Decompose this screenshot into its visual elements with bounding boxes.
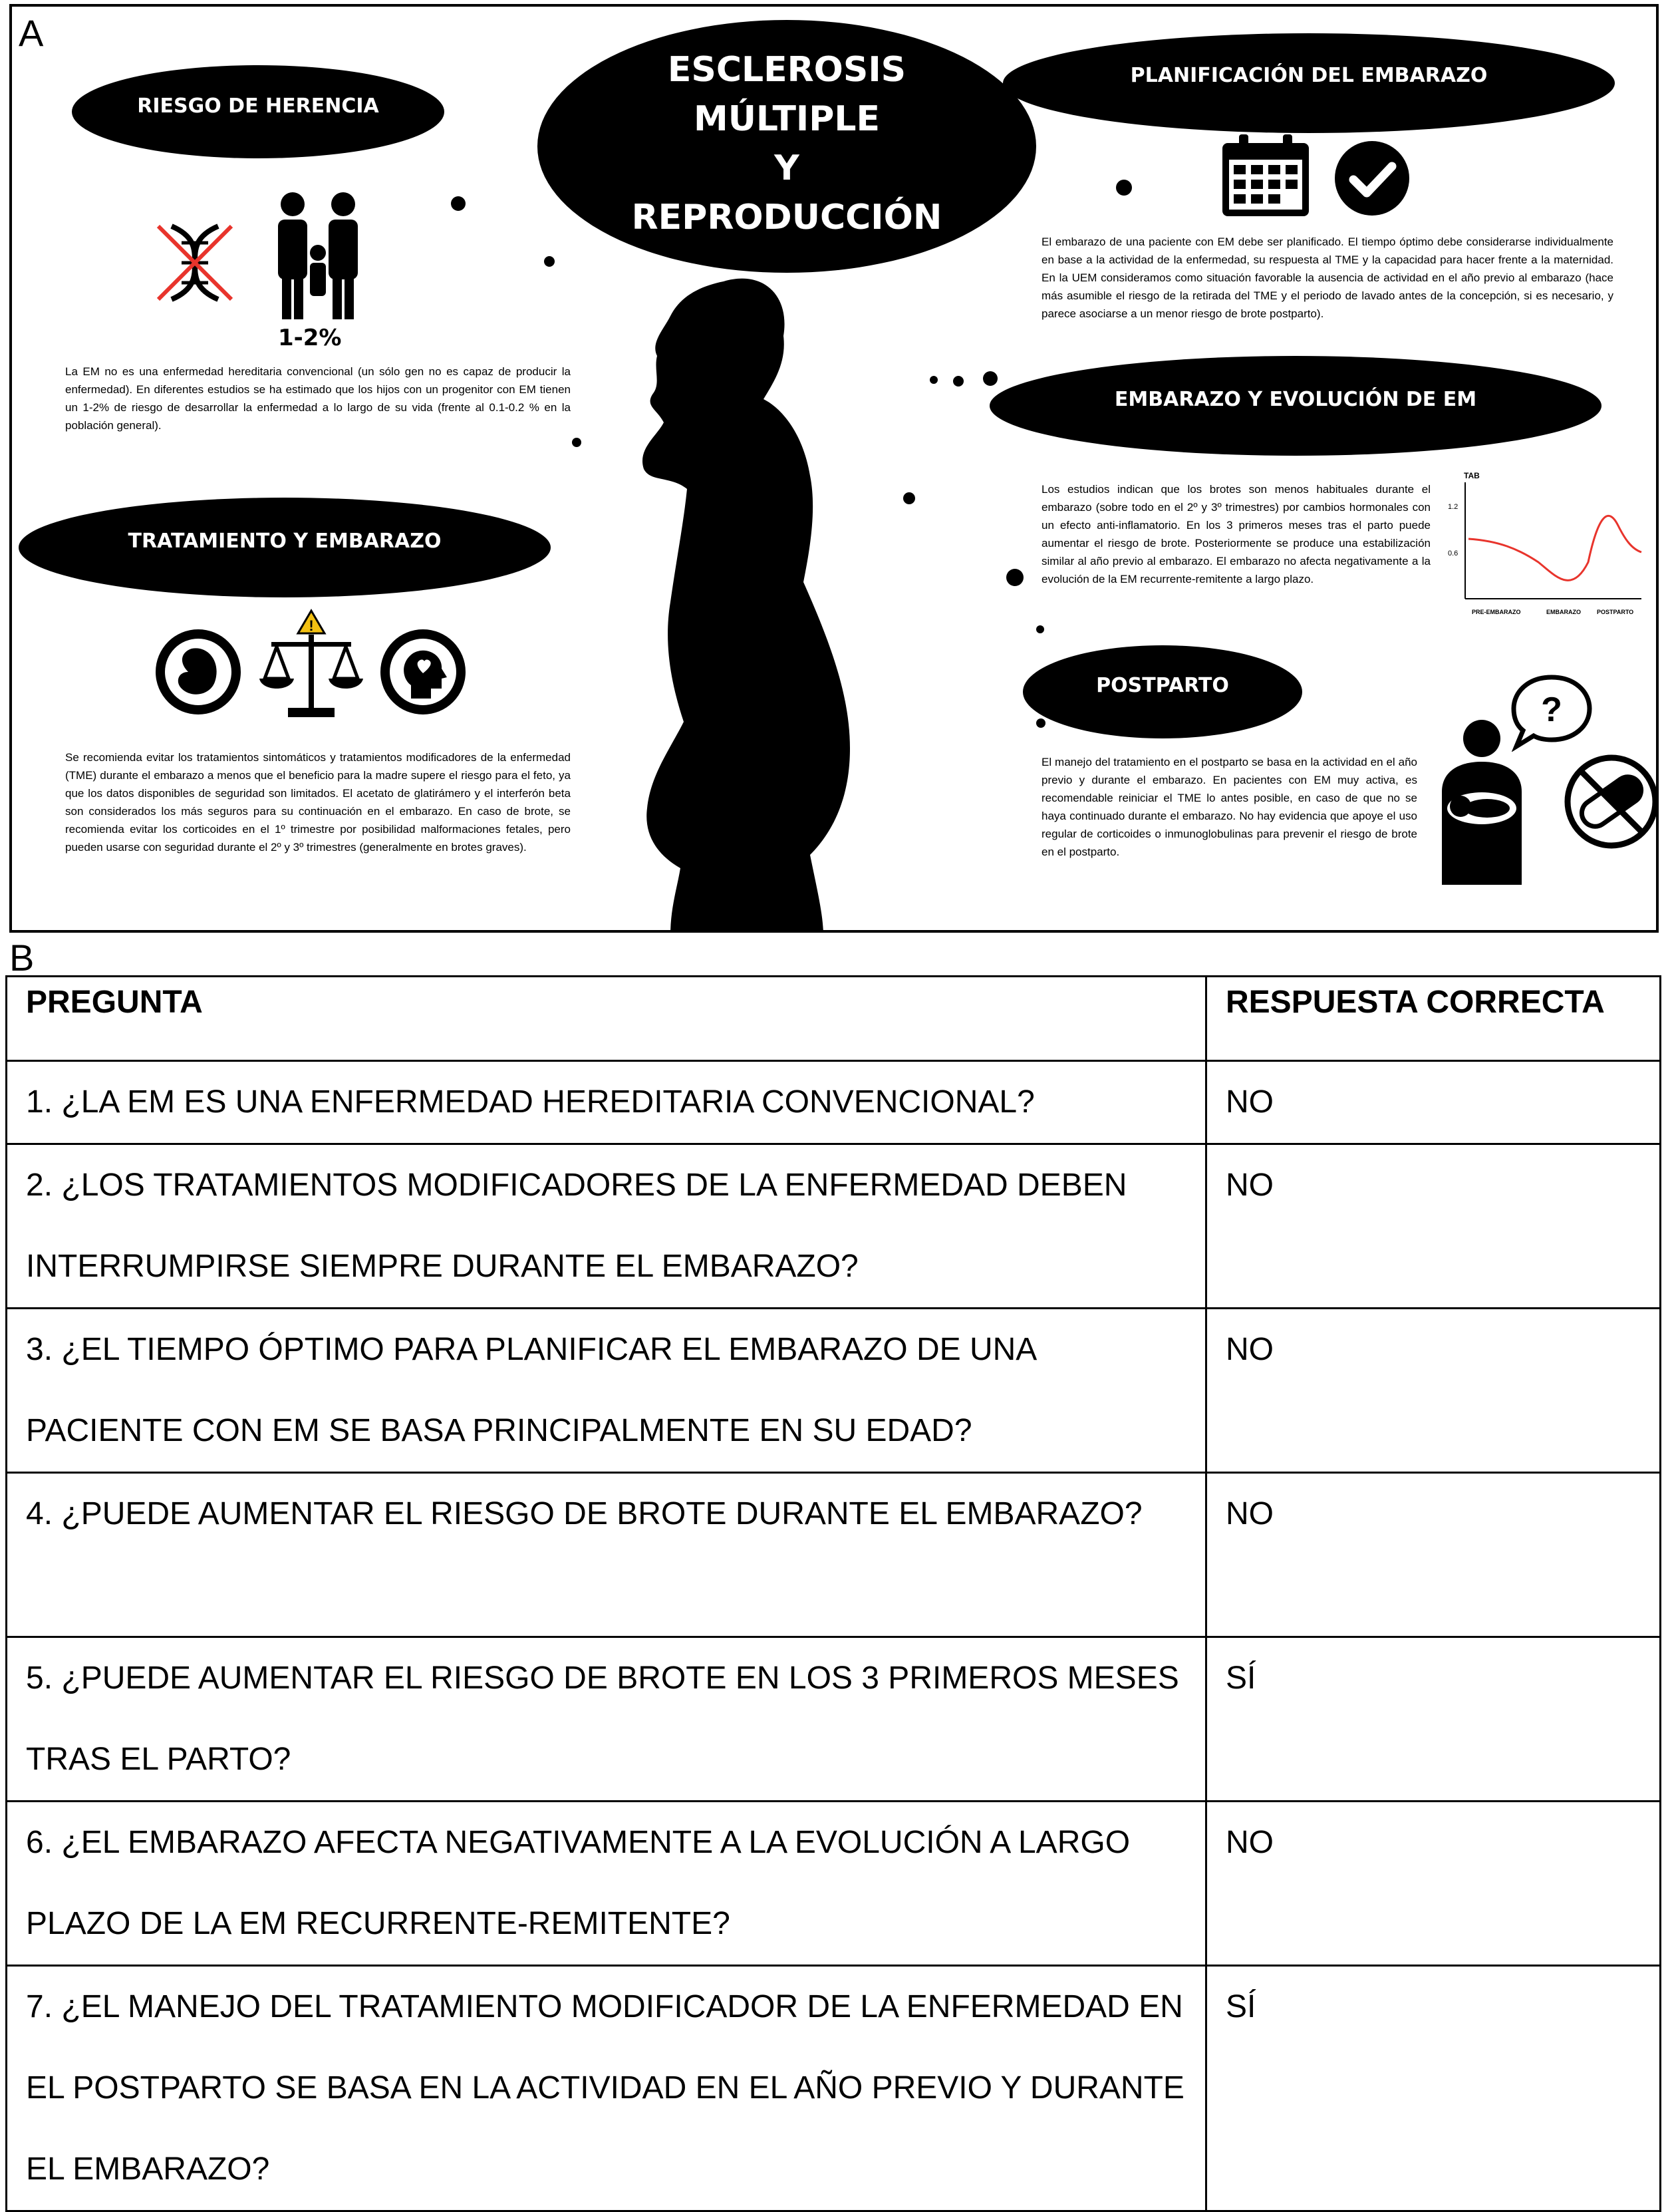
postparto-text: El manejo del tratamiento en el postparto se basa en la actividad en el año previo y durante el embarazo. En pacientes con EM muy activa, es recomendable reiniciar el TME lo antes posible, en caso de que no se haya continuado durante el embarazo. No hay evidencia que apoye el uso regular de corticoides o inmunoglobulinas para prevenir el riesgo de brote en el postparto. bbox=[1042, 756, 1417, 858]
chart-ytick: 0.6 bbox=[1448, 550, 1459, 557]
chart-xtick: EMBARAZO bbox=[1546, 609, 1581, 615]
decor-dot bbox=[544, 256, 555, 267]
relapse-rate-chart bbox=[1439, 469, 1645, 622]
question-cell: 6. ¿EL EMBARAZO AFECTA NEGATIVAMENTE A LA EVOLUCIÓN A LARGO PLAZO DE LA EM RECURRENTE-REMITENTE? bbox=[7, 1802, 1206, 1966]
herencia-heading: RIESGO DE HERENCIA bbox=[137, 94, 379, 118]
chart-xtick: POSTPARTO bbox=[1597, 609, 1634, 615]
decor-dot bbox=[1116, 180, 1132, 196]
answer-cell: SÍ bbox=[1206, 1637, 1661, 1802]
table-row bbox=[7, 1144, 1661, 1309]
answer-cell: NO bbox=[1206, 1473, 1661, 1637]
decor-dot bbox=[953, 376, 964, 387]
main-title: ESCLEROSIS MÚLTIPLE Y REPRODUCCIÓN bbox=[631, 50, 942, 237]
balance-scale-icon bbox=[251, 605, 371, 725]
table-row bbox=[7, 1473, 1661, 1637]
family-icon bbox=[271, 190, 364, 323]
svg-text:!: ! bbox=[309, 617, 314, 634]
pill-crossed-icon bbox=[1562, 752, 1659, 852]
decor-dot bbox=[677, 316, 685, 324]
question-cell: 5. ¿PUEDE AUMENTAR EL RIESGO DE BROTE EN LOS 3 PRIMEROS MESES TRAS EL PARTO? bbox=[7, 1637, 1206, 1802]
mother-baby-icon bbox=[1429, 718, 1535, 885]
chart-ylabel: TAB bbox=[1464, 471, 1480, 480]
infographic-panel bbox=[9, 4, 1659, 933]
decor-dot bbox=[451, 196, 466, 211]
herencia-text: La EM no es una enfermedad hereditaria convencional (un sólo gen no es capaz de producir la enfermedad). En diferentes estudios se ha estimado que los hijos con un progenitor con EM tienen un 1-2% de riesgo de desarrollar la enfermedad a lo largo de su vida (frente al 0.1-0.2 % en la población general). bbox=[65, 365, 571, 432]
answer-cell: SÍ bbox=[1206, 1966, 1661, 2211]
planificacion-text: El embarazo de una paciente con EM debe ser planificado. El tiempo óptimo debe considerarse individualmente en base a la actividad de la enfermedad, su respuesta al TME y la capacidad para hacer frente a la maternidad. En la UEM consideramos como situación favorable la ausencia de actividad en el año previo al embarazo (hace más asumible el riesgo de la retirada del TME y el periodo de lavado antes de la concepción, si es necesario, y parece asociarse a un menor riesgo de brote postparto). bbox=[1042, 236, 1613, 320]
calendar-icon bbox=[1219, 133, 1312, 220]
table-row bbox=[7, 1802, 1661, 1966]
table-row bbox=[7, 1637, 1661, 1802]
herencia-percent: 1-2% bbox=[278, 325, 342, 351]
decor-dot bbox=[572, 438, 581, 447]
question-mark: ? bbox=[1541, 691, 1562, 729]
question-cell: 2. ¿LOS TRATAMIENTOS MODIFICADORES DE LA ENFERMEDAD DEBEN INTERRUMPIRSE SIEMPRE DURANTE EL EMBARAZO? bbox=[7, 1144, 1206, 1309]
header-question: PREGUNTA bbox=[7, 977, 1206, 1061]
question-cell: 3. ¿EL TIEMPO ÓPTIMO PARA PLANIFICAR EL EMBARAZO DE UNA PACIENTE CON EM SE BASA PRINCIPALMENTE EN SU EDAD? bbox=[7, 1309, 1206, 1473]
check-icon bbox=[1332, 138, 1412, 218]
answer-cell: NO bbox=[1206, 1802, 1661, 1966]
tratamiento-text: Se recomienda evitar los tratamientos sintomáticos y tratamientos modificadores de la enfermedad (TME) durante el embarazo a menos que el beneficio para la madre supere el riesgo para el feto, ya que los datos disponibles de seguridad son limitados. El acetato de glatirámero y el interferón beta son considerados los más seguros para su continuación en el embarazo. En caso de brote, se recomienda evitar los corticoides en el 1º trimestre por posibilidad malformaciones fetales, pero pueden usarse con seguridad durante el 2º y 3º trimestres (generalmente en brotes graves). bbox=[65, 751, 571, 854]
relapse-rate-line bbox=[1468, 516, 1641, 580]
chart-xtick: PRE-EMBARAZO bbox=[1472, 609, 1521, 615]
head-heart-icon bbox=[376, 625, 470, 718]
decor-dot bbox=[1036, 625, 1044, 633]
tratamiento-heading: TRATAMIENTO Y EMBARAZO bbox=[128, 530, 442, 553]
decor-dot bbox=[903, 492, 915, 504]
table-row bbox=[7, 1966, 1661, 2211]
answer-cell: NO bbox=[1206, 1061, 1661, 1144]
question-cell: 1. ¿LA EM ES UNA ENFERMEDAD HEREDITARIA CONVENCIONAL? bbox=[7, 1061, 1206, 1144]
decor-dot bbox=[1036, 718, 1045, 728]
pregnant-silhouette bbox=[571, 269, 890, 933]
decor-dot bbox=[1006, 569, 1024, 586]
panel-b-letter: B bbox=[9, 937, 35, 979]
question-cell: 7. ¿EL MANEJO DEL TRATAMIENTO MODIFICADOR DE LA ENFERMEDAD EN EL POSTPARTO SE BASA EN LA ACTIVIDAD EN EL AÑO PREVIO Y DURANTE EL EMBARAZO? bbox=[7, 1966, 1206, 2211]
evolucion-heading: EMBARAZO Y EVOLUCIÓN DE EM bbox=[1114, 388, 1477, 411]
planificacion-heading: PLANIFICACIÓN DEL EMBARAZO bbox=[1130, 64, 1488, 87]
dna-crossed-icon bbox=[145, 213, 245, 313]
panel-a-letter: A bbox=[19, 12, 44, 54]
question-cell: 4. ¿PUEDE AUMENTAR EL RIESGO DE BROTE DURANTE EL EMBARAZO? bbox=[7, 1473, 1206, 1637]
fetus-icon bbox=[152, 625, 245, 718]
answer-cell: NO bbox=[1206, 1144, 1661, 1309]
header-answer: RESPUESTA CORRECTA bbox=[1206, 977, 1661, 1061]
quiz-table bbox=[5, 975, 1661, 2212]
table-row bbox=[7, 1061, 1661, 1144]
answer-cell: NO bbox=[1206, 1309, 1661, 1473]
decor-dot bbox=[983, 371, 998, 386]
evolucion-text: Los estudios indican que los brotes son menos habituales durante el embarazo (sobre todo en el 2º y 3º trimestres) por cambios hormonales con un efecto anti-inflamatorio. En los 3 primeros meses tras el parto puede aumentar el riesgo de brote. Posteriormente se produce una estabilización similar al año previo al embarazo. El embarazo no afecta negativamente a la evolución de la EM recurrente-remitente a largo plazo. bbox=[1042, 483, 1431, 585]
table-row bbox=[7, 1309, 1661, 1473]
chart-ytick: 1.2 bbox=[1448, 503, 1459, 511]
postparto-heading: POSTPARTO bbox=[1096, 674, 1229, 697]
decor-dot bbox=[930, 376, 938, 384]
